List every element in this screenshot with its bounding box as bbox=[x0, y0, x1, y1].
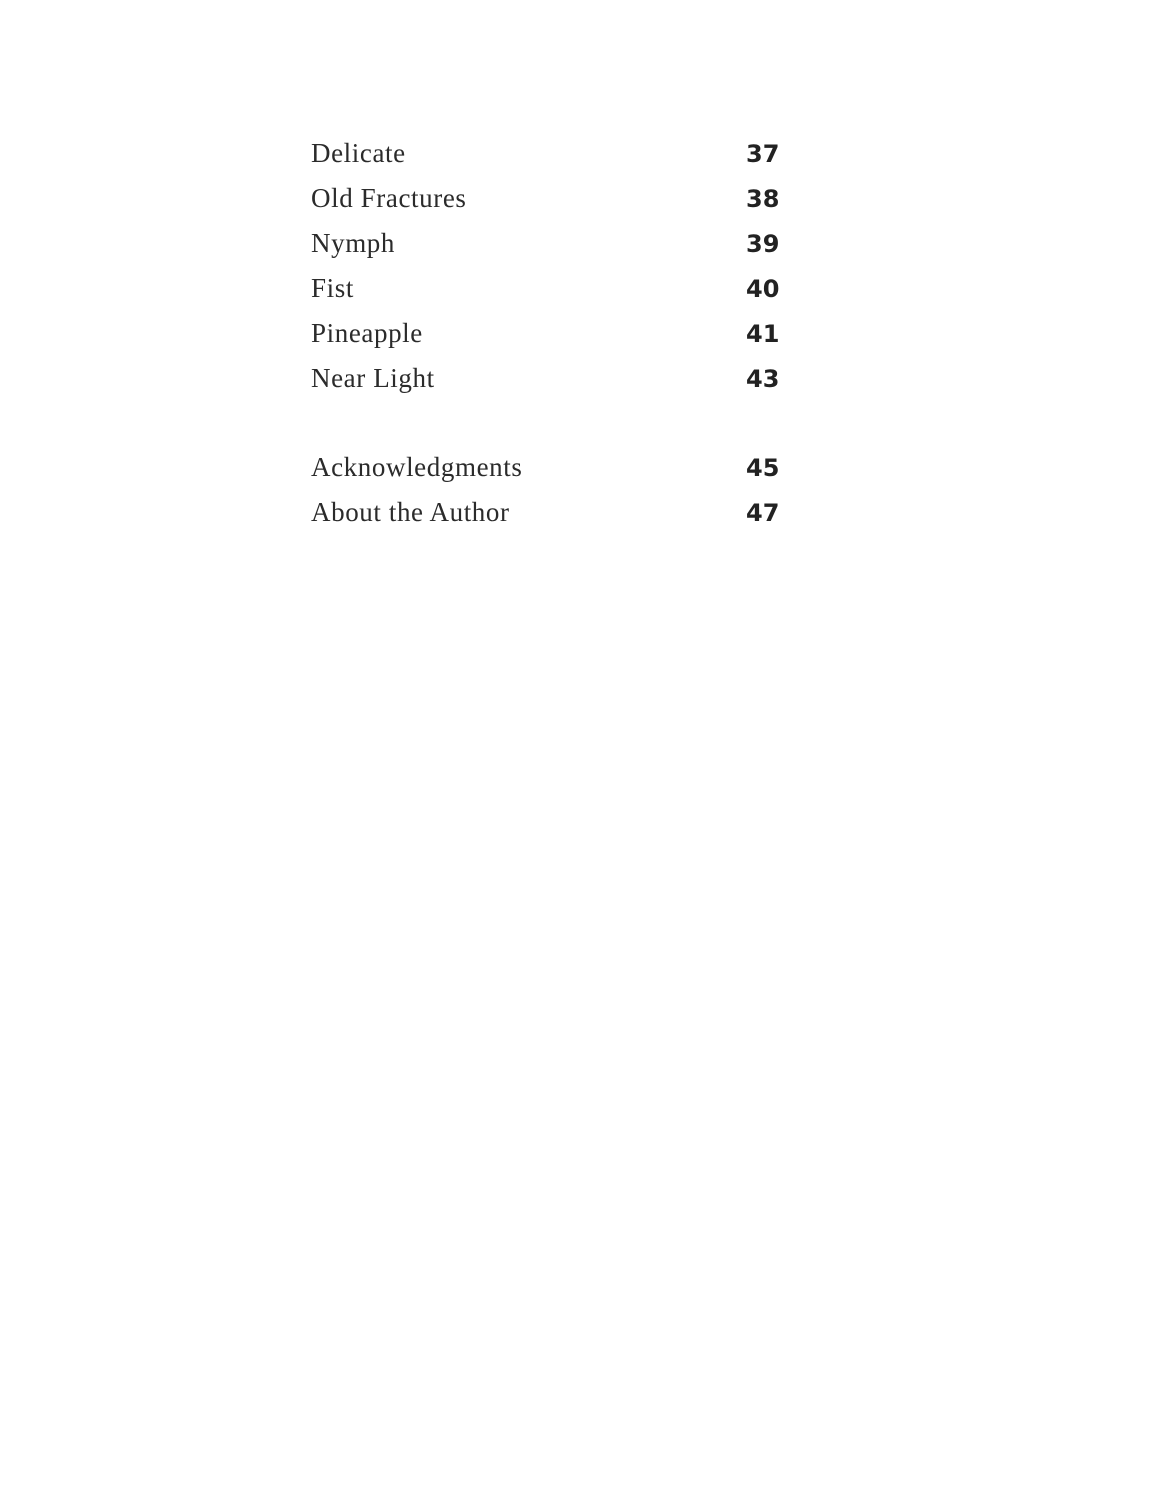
toc-entry bbox=[311, 363, 791, 408]
toc-entry-title: Acknowledgments bbox=[311, 452, 523, 482]
toc-entry-title: Fist bbox=[311, 273, 354, 303]
toc-entry-title: About the Author bbox=[311, 497, 510, 527]
toc-entry-title: Nymph bbox=[311, 228, 395, 258]
toc-entry-page: 39 bbox=[746, 230, 780, 258]
toc-entry-page: 41 bbox=[746, 320, 780, 348]
toc-entry bbox=[311, 228, 791, 273]
toc-main-entries bbox=[311, 138, 791, 408]
toc-entry-page: 43 bbox=[746, 365, 780, 393]
toc-back-matter bbox=[311, 452, 791, 542]
toc-entry-page: 47 bbox=[746, 499, 780, 527]
toc-entry-title: Near Light bbox=[311, 363, 435, 393]
toc-entry bbox=[311, 273, 791, 318]
table-of-contents bbox=[311, 138, 791, 542]
toc-entry bbox=[311, 497, 791, 542]
toc-entry bbox=[311, 452, 791, 497]
toc-entry bbox=[311, 318, 791, 363]
toc-entry-title: Pineapple bbox=[311, 318, 423, 348]
toc-entry-title: Old Fractures bbox=[311, 183, 467, 213]
toc-entry bbox=[311, 138, 791, 183]
toc-entry bbox=[311, 183, 791, 228]
toc-entry-page: 40 bbox=[746, 275, 780, 303]
toc-entry-title: Delicate bbox=[311, 138, 406, 168]
toc-entry-page: 45 bbox=[746, 454, 780, 482]
toc-entry-page: 37 bbox=[746, 140, 780, 168]
toc-entry-page: 38 bbox=[746, 185, 780, 213]
